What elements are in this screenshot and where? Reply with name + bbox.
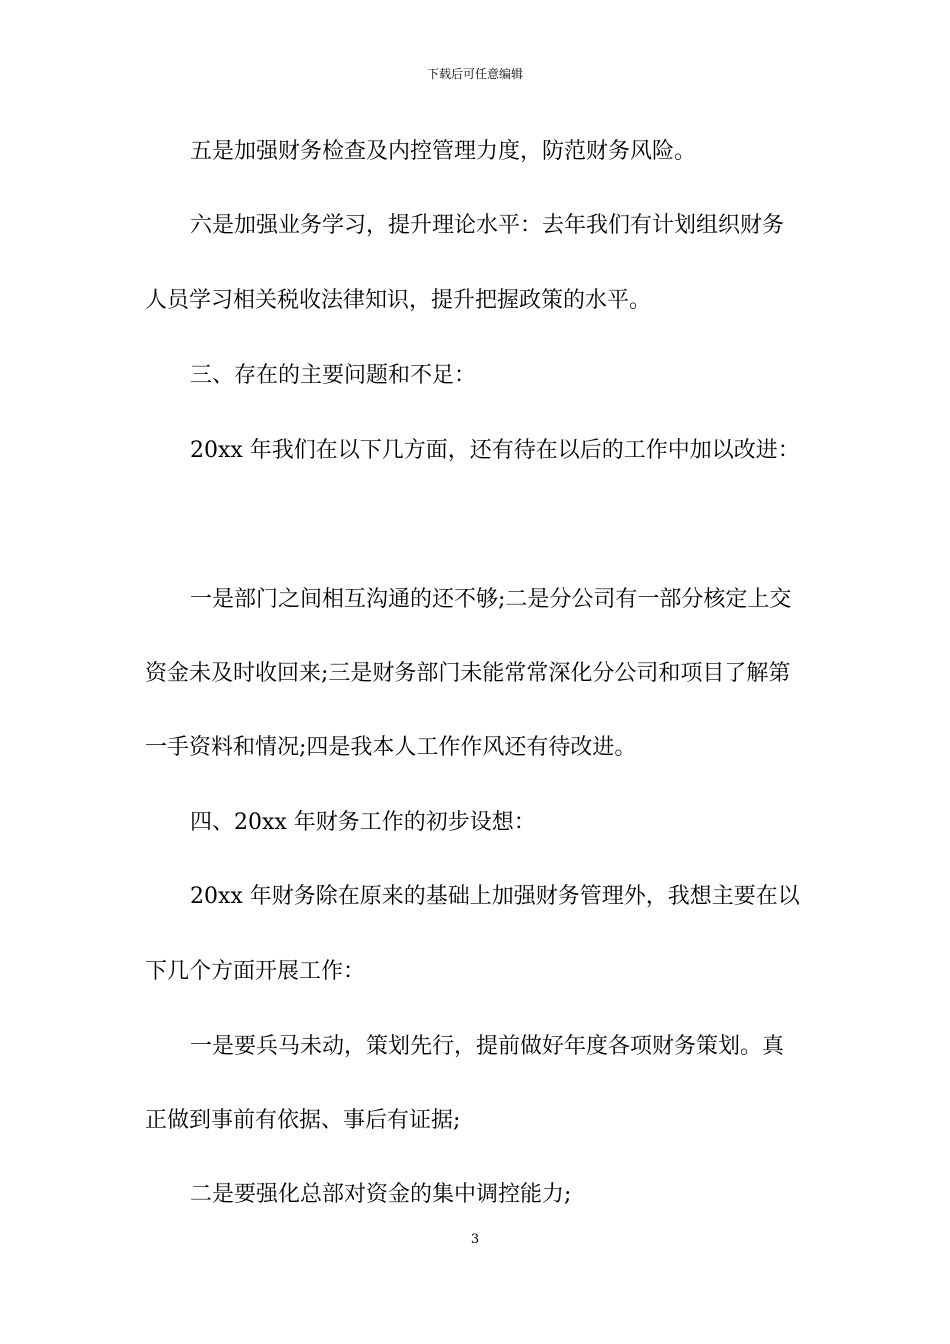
paragraph-line: 一手资料和情况;四是我本人工作作风还有待改进。: [145, 735, 637, 760]
paragraph-line: 二是要强化总部对资金的集中调控能力;: [190, 1182, 572, 1207]
paragraph-line: 一是部门之间相互沟通的还不够;二是分公司有一部分核定上交: [190, 587, 792, 612]
page-number: 3: [470, 1232, 480, 1247]
paragraph-line: 五是加强财务检查及内控管理力度，防范财务风险。: [190, 139, 697, 164]
paragraph-line: 20xx 年财务除在原来的基础上加强财务管理外，我想主要在以: [190, 884, 800, 909]
paragraph-line: 20xx 年我们在以下几方面，还有待在以后的工作中加以改进：: [190, 438, 800, 463]
page-header: 下载后可任意编辑: [426, 67, 523, 81]
paragraph-line: 资金未及时收回来;三是财务部门未能常常深化分公司和项目了解第: [145, 661, 791, 686]
section-heading: 四、20xx 年财务工作的初步设想：: [190, 810, 536, 835]
paragraph-line: 六是加强业务学习，提升理论水平：去年我们有计划组织财务: [190, 213, 785, 238]
paragraph-line: 一是要兵马未动，策划先行，提前做好年度各项财务策划。真: [190, 1034, 785, 1059]
paragraph-line: 人员学习相关税收法律知识，提升把握政策的水平。: [145, 288, 652, 313]
section-heading: 三、存在的主要问题和不足：: [190, 363, 477, 388]
paragraph-line: 下几个方面开展工作：: [145, 959, 366, 984]
paragraph-line: 正做到事前有依据、事后有证据;: [145, 1108, 461, 1133]
